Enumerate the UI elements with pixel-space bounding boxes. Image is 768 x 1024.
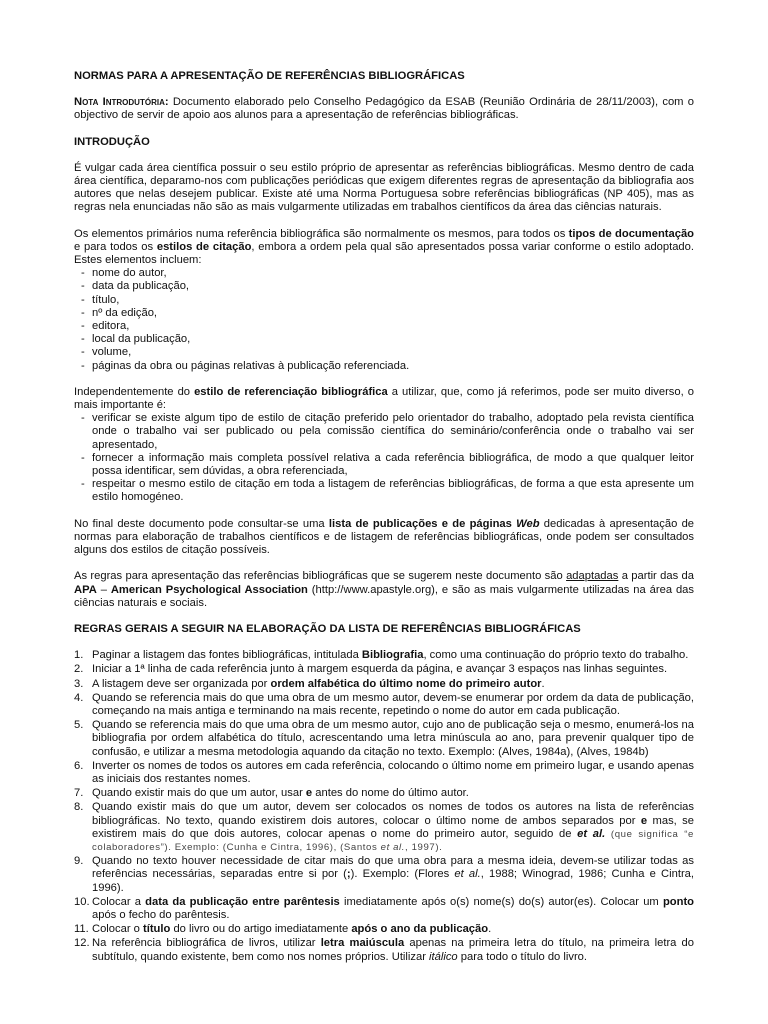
rule-number: 12. — [74, 937, 90, 950]
important-list — [74, 412, 694, 504]
text-run: Inverter os nomes de todos os autores em cada referência, colocando o último nome em primeiro lugar, e usando apenas as iniciais dos restantes nomes. — [92, 759, 694, 785]
text-run: Quando no texto houver necessidade de citar mais do que uma obra para a mesma ideia, devem-se utilizar todas as referências necessárias, separadas entre si por ( — [92, 855, 694, 881]
text-run: , 1988; Winograd, 1986; Cunha e Cintra, 1996). — [92, 868, 694, 894]
rule-number: 1. — [74, 649, 84, 662]
rule-item — [74, 787, 694, 800]
bold-run: após o ano da publicação — [351, 923, 489, 936]
text-run: antes do nome do último autor. — [312, 787, 469, 800]
intro-paragraph-5 — [74, 570, 694, 610]
list-item: - verificar se existe algum tipo de estilo de citação preferido pelo orientador do trabalho, adoptado pela revista científica onde o trabalho vai ser publicado ou pela comissão científica do seminário/conferência onde o trabalho vai ser apresentado, — [80, 412, 694, 452]
italic-run: et al. — [454, 868, 481, 881]
list-item: - nº da edição, — [80, 307, 694, 320]
italic-run: itálico — [429, 950, 458, 963]
rule-number: 10. — [74, 895, 90, 908]
underlined-run: adaptadas — [566, 570, 619, 583]
list-item: - nome do autor, — [80, 267, 694, 280]
small-text-run: (que significa “e colaboradores”). Exemplo: (Cunha e Cintra, 1996), (Santos — [92, 828, 694, 853]
rule-number: 3. — [74, 677, 84, 690]
text-run: Os elementos primários numa referência bibliográfica são normalmente os mesmos, para todos os — [74, 227, 569, 240]
bold-run: e — [305, 787, 313, 800]
list-item: - respeitar o mesmo estilo de citação em toda a listagem de referências bibliográficas, de forma a que esta apresente um estilo homogéneo. — [80, 478, 694, 504]
text-run: após o fecho do parêntesis. — [92, 908, 230, 921]
bold-run: APA — [74, 583, 97, 596]
intro-paragraph-4 — [74, 518, 694, 558]
text-run: – — [96, 583, 111, 596]
rule-number: 8. — [74, 801, 84, 814]
rule-item — [74, 896, 694, 922]
bold-run: estilo de referenciação bibliográfica — [194, 385, 388, 398]
bold-run: ordem alfabética do último nome do primeiro autor — [270, 677, 542, 690]
rule-item — [74, 692, 694, 718]
rule-item — [74, 649, 694, 662]
text-run: (http://www.apastyle.org), e são as mais vulgarmente utilizadas na área das ciências naturais e sociais. — [74, 583, 694, 609]
bold-run: e — [640, 814, 648, 827]
bold-run: título — [143, 923, 171, 936]
text-run: para todo o título do livro. — [457, 950, 588, 963]
text-run: . — [541, 677, 545, 690]
text-run: Iniciar a 1ª linha de cada referência junto à margem esquerda da página, e avançar 3 espaços nas linhas seguintes. — [92, 663, 668, 676]
list-item: - páginas da obra ou páginas relativas à publicação referenciada. — [80, 360, 694, 373]
bold-run: letra maiúscula — [320, 937, 405, 950]
list-item: - data da publicação, — [80, 280, 694, 293]
bold-run: American Psychological Association — [110, 583, 308, 596]
bold-run: ponto — [662, 895, 694, 908]
rule-number: 5. — [74, 719, 84, 732]
text-run: do livro ou do artigo imediatamente — [170, 923, 352, 936]
text-run: Quando se referencia mais do que uma obra de um mesmo autor, cujo ano de publicação seja o mesmo, enumerá-los na bibliografia por ordem alfabética do título, acrescentando uma letra minúscula ao ano, para prevenir qualquer tipo de confusão, e utilizar a mesma metodologia aquando da citação no texto. Exemplo: (Alves, 1984a), (Alves, 1984b) — [92, 719, 694, 758]
text-run: Colocar a — [92, 895, 146, 908]
text-run: e para todos os — [74, 240, 157, 253]
bold-italic-run: et al. — [577, 827, 606, 840]
rule-number: 6. — [74, 759, 84, 772]
note-label: Nota Introdutória: — [74, 96, 169, 109]
text-run: Colocar o — [92, 923, 143, 936]
text-run: As regras para apresentação das referências bibliográficas que se sugerem neste documento são — [74, 570, 567, 583]
rule-item — [74, 663, 694, 676]
list-item: - local da publicação, — [80, 333, 694, 346]
text-run: apenas na primeira letra do título, na primeira letra do subtítulo, quando existente, bem como nos nomes próprios. Utilizar — [92, 937, 694, 963]
text-run: imediatamente após o(s) nome(s) do(s) autor(es). Colocar um — [339, 895, 663, 908]
rule-number: 9. — [74, 855, 84, 868]
text-run: No final deste documento pode consultar-se uma — [74, 517, 329, 530]
bold-run: data da publicação entre parêntesis — [145, 895, 340, 908]
rule-number: 2. — [74, 663, 84, 676]
text-run: dedicadas à apresentação de normas para elaboração de trabalhos científicos e de listagem de referências bibliográficas, onde podem ser consultados alguns dos estilos de citação possíveis. — [74, 517, 695, 557]
text-run: Quando existir mais do que um autor, usar — [92, 787, 306, 800]
text-run: Quando existir mais do que um autor, devem ser colocados os nomes de todos os autores na lista de referências bibliográficas. No texto, quando existirem dois autores, colocar o último nome de ambos separados por — [92, 801, 694, 827]
list-item: - título, — [80, 294, 694, 307]
small-italic-run: et al. — [380, 841, 406, 853]
rule-number: 4. — [74, 691, 84, 704]
rules-list — [74, 649, 694, 964]
rule-number: 11. — [74, 923, 89, 936]
rules-heading: REGRAS GERAIS A SEGUIR NA ELABORAÇÃO DA LISTA DE REFERÊNCIAS BIBLIOGRÁFICAS — [74, 622, 581, 635]
rule-item — [74, 801, 694, 854]
list-item: - volume, — [80, 346, 694, 359]
document-title: NORMAS PARA A APRESENTAÇÃO DE REFERÊNCIAS BIBLIOGRÁFICAS — [74, 70, 465, 82]
text-run: A listagem deve ser organizada por — [92, 677, 271, 690]
note-text: Documento elaborado pelo Conselho Pedagógico da ESAB (Reunião Ordinária de 28/11/2003), com o objectivo de servir de apoio aos alunos para a apresentação de referências bibliográficas. — [74, 96, 694, 122]
text-run: Independentemente do — [74, 385, 195, 398]
bold-run: Bibliografia — [361, 649, 424, 662]
rule-item — [74, 855, 694, 895]
text-run: ). Exemplo: (Flores — [350, 868, 455, 881]
text-run: a partir das da — [618, 570, 694, 583]
text-run: , embora a ordem pela qual são apresentados possa variar conforme o estilo adoptado. Estes elementos incluem: — [74, 240, 694, 267]
bold-run: tipos de documentação — [568, 227, 694, 240]
small-text-run: , 1997). — [405, 841, 443, 853]
text-run: Paginar a listagem das fontes bibliográficas, intitulada — [92, 649, 362, 662]
rule-number: 7. — [74, 787, 84, 800]
intro-paragraph-2 — [74, 228, 694, 268]
rule-item — [74, 760, 694, 786]
text-run: a utilizar, que, como já referimos, pode ser muito diverso, o mais importante é: — [74, 385, 694, 412]
text-run: . — [488, 923, 492, 936]
rule-item — [74, 937, 694, 963]
rule-item — [74, 678, 694, 691]
bold-run: ; — [346, 868, 351, 881]
bold-italic-run: Web — [516, 517, 540, 530]
introductory-note — [74, 96, 694, 122]
elements-list — [74, 267, 694, 373]
intro-paragraph-1: É vulgar cada área científica possuir o seu estilo próprio de apresentar as referências bibliográficas. Mesmo dentro de cada área científica, deparamo-nos com publicações periódicas que exigem diferentes regras de apresentação da bibliografia aos autores que nelas desejem publicar. Existe até uma Norma Portuguesa sobre referências bibliográficas (NP 405), mas as regras nela enunciadas não são as mais vulgarmente utilizadas em trabalhos científicos da área das ciências naturais. — [74, 161, 694, 214]
text-run: mas, se existirem mais do que dois autores, colocar apenas o nome do primeiro autor, seguido de — [92, 814, 694, 840]
rule-item — [74, 719, 694, 759]
list-item: - fornecer a informação mais completa possível relativa a cada referência bibliográfica, de modo a que qualquer leitor possa identificar, sem dúvidas, a obra referenciada, — [80, 452, 694, 478]
bold-run: lista de publicações e de páginas — [328, 517, 517, 530]
list-item: - editora, — [80, 320, 694, 333]
rule-item — [74, 923, 694, 936]
text-run: , como uma continuação do próprio texto do trabalho. — [423, 649, 689, 662]
text-run: Na referência bibliográfica de livros, utilizar — [92, 937, 321, 950]
introduction-heading: INTRODUÇÃO — [74, 135, 150, 148]
intro-paragraph-3 — [74, 386, 694, 412]
bold-run: estilos de citação — [156, 240, 252, 253]
text-run: Quando se referencia mais do que uma obra de um mesmo autor, devem-se enumerar por ordem da data de publicação, começando na mais antiga e terminando na mais recente, repetindo o nome do autor em cada publicação. — [92, 691, 694, 717]
